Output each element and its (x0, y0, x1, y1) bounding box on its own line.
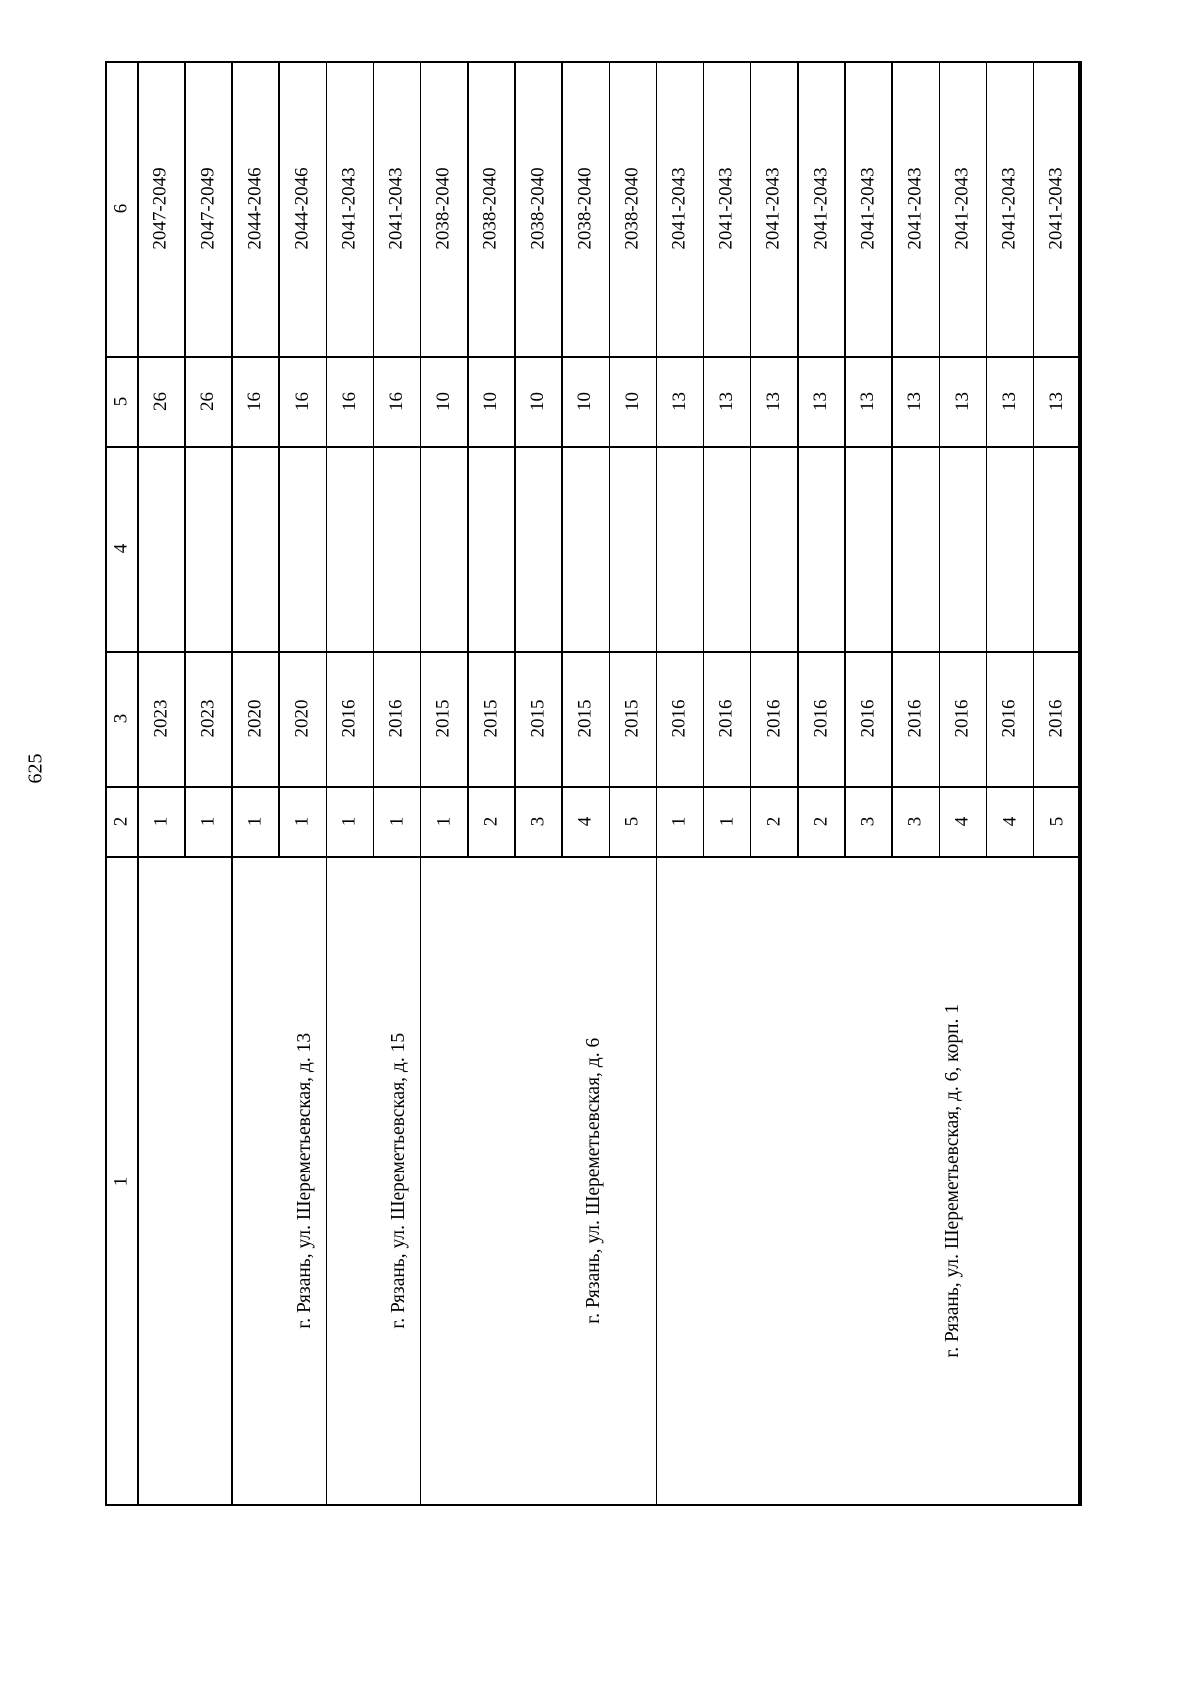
cell-c6: 2041-2043 (904, 167, 926, 250)
cell-c6: 2038-2040 (480, 167, 502, 250)
cell-c5: 13 (810, 391, 832, 411)
cell-c5: 26 (150, 391, 172, 411)
cell-c4 (656, 446, 703, 651)
cell-c6: 2041-2043 (385, 167, 407, 250)
cell-c3: 2016 (998, 699, 1020, 738)
cell-c3: 2016 (951, 699, 973, 738)
cell-c5: 10 (527, 391, 549, 411)
cell-c3: 2016 (715, 699, 737, 738)
cell-c2: 3 (527, 816, 549, 826)
cell-c2: 2 (810, 816, 832, 826)
cell-c6: 2041-2043 (857, 167, 879, 250)
cell-c2: 1 (715, 816, 737, 826)
cell-c3: 2015 (621, 699, 643, 738)
cell-c6: 2041-2043 (763, 167, 785, 250)
cell-c2: 1 (291, 816, 313, 826)
cell-c3: 2015 (574, 699, 596, 738)
address-cell: г. Рязань, ул. Шереметьевская, д. 13 (293, 1033, 315, 1329)
cell-c2: 1 (432, 816, 454, 826)
cell-c4 (326, 446, 373, 651)
address-cell (189, 856, 231, 1506)
address-cell: г. Рязань, ул. Шереметьевская, д. 6, корп. 1 (941, 1004, 963, 1358)
cell-c6: 2047-2049 (197, 167, 219, 250)
cell-c2: 1 (385, 816, 407, 826)
cell-c6: 2041-2043 (998, 167, 1020, 250)
cell-c5: 13 (857, 391, 879, 411)
header-cell-4: 4 (110, 543, 132, 554)
cell-c2: 5 (1045, 816, 1067, 826)
cell-c6: 2041-2043 (338, 167, 360, 250)
cell-c2: 1 (244, 816, 266, 826)
cell-c3: 2016 (810, 699, 832, 738)
cell-c6: 2041-2043 (1045, 167, 1067, 250)
cell-c4 (609, 446, 656, 651)
cell-c6: 2044-2046 (291, 167, 313, 250)
cell-c6: 2038-2040 (574, 167, 596, 250)
cell-c2: 2 (763, 816, 784, 826)
cell-c2: 4 (574, 816, 596, 826)
cell-c2: 3 (904, 816, 926, 826)
cell-c4 (986, 446, 1033, 651)
cell-c4 (750, 446, 797, 651)
cell-c6: 2041-2043 (715, 167, 737, 250)
cell-c5: 13 (1045, 391, 1067, 411)
cell-c5: 10 (432, 391, 454, 411)
header-cell-3: 3 (110, 713, 132, 724)
cell-c2: 1 (197, 816, 219, 826)
cell-c5: 16 (338, 391, 360, 411)
cell-c2: 1 (668, 816, 690, 826)
header-cell-1: 1 (110, 1176, 132, 1186)
cell-c2: 1 (338, 816, 360, 826)
cell-c5: 16 (244, 391, 266, 411)
cell-c6: 2038-2040 (527, 167, 549, 250)
cell-c4 (891, 446, 938, 651)
cell-c4 (420, 446, 467, 651)
cell-c4 (137, 446, 184, 651)
cell-c6: 2047-2049 (150, 167, 172, 250)
cell-c2: 5 (621, 816, 643, 826)
cell-c3: 2020 (244, 699, 266, 738)
cell-c6: 2044-2046 (244, 167, 266, 250)
cell-c6: 2041-2043 (810, 167, 832, 250)
cell-c4 (939, 446, 986, 651)
cell-c3: 2016 (338, 699, 360, 738)
cell-c4 (561, 446, 608, 651)
cell-c4 (231, 446, 278, 651)
cell-c6: 2041-2043 (951, 167, 973, 250)
cell-c4 (467, 446, 514, 651)
cell-c4 (514, 446, 561, 651)
cell-c5: 13 (763, 391, 784, 411)
cell-c5: 13 (715, 391, 737, 411)
cell-c3: 2023 (150, 699, 172, 738)
cell-c3: 2016 (904, 699, 926, 738)
cell-c3: 2016 (385, 699, 407, 738)
cell-c3: 2016 (763, 699, 784, 738)
cell-c5: 13 (998, 391, 1020, 411)
cell-c3: 2016 (857, 699, 879, 738)
cell-c3: 2016 (1045, 699, 1067, 738)
cell-c5: 13 (904, 391, 926, 411)
cell-c4 (844, 446, 891, 651)
cell-c4 (797, 446, 844, 651)
cell-c3: 2023 (197, 699, 219, 738)
cell-c5: 13 (668, 391, 690, 411)
cell-c5: 16 (385, 391, 407, 411)
page-number: 625 (24, 753, 47, 783)
cell-c4 (184, 446, 231, 651)
cell-c3: 2015 (527, 699, 549, 738)
cell-c5: 13 (951, 391, 973, 411)
cell-c4 (373, 446, 420, 651)
cell-c3: 2015 (480, 699, 502, 738)
cell-c5: 10 (480, 391, 502, 411)
cell-c4 (278, 446, 325, 651)
cell-c6: 2038-2040 (432, 167, 454, 250)
header-cell-5: 5 (110, 396, 132, 406)
cell-c2: 4 (951, 816, 973, 826)
cell-c2: 4 (998, 816, 1020, 826)
cell-c3: 2015 (432, 699, 454, 738)
cell-c5: 16 (291, 391, 313, 411)
cell-c2: 3 (857, 816, 879, 826)
address-cell: г. Рязань, ул. Шереметьевская, д. 15 (387, 1033, 409, 1329)
cell-c4 (1033, 446, 1080, 651)
header-cell-2: 2 (110, 816, 132, 826)
cell-c2: 2 (480, 816, 502, 826)
cell-c5: 10 (574, 391, 596, 411)
address-cell: г. Рязань, ул. Шереметьевская, д. 6 (583, 1038, 605, 1324)
cell-c6: 2038-2040 (621, 167, 643, 250)
cell-c6: 2041-2043 (668, 167, 690, 250)
cell-c5: 26 (197, 391, 219, 411)
cell-c4 (703, 446, 750, 651)
cell-c2: 1 (150, 816, 172, 826)
data-table (105, 61, 1080, 1506)
cell-c3: 2016 (668, 699, 690, 738)
cell-c3: 2020 (291, 699, 313, 738)
header-cell-6: 6 (110, 203, 132, 214)
cell-c5: 10 (621, 391, 643, 411)
